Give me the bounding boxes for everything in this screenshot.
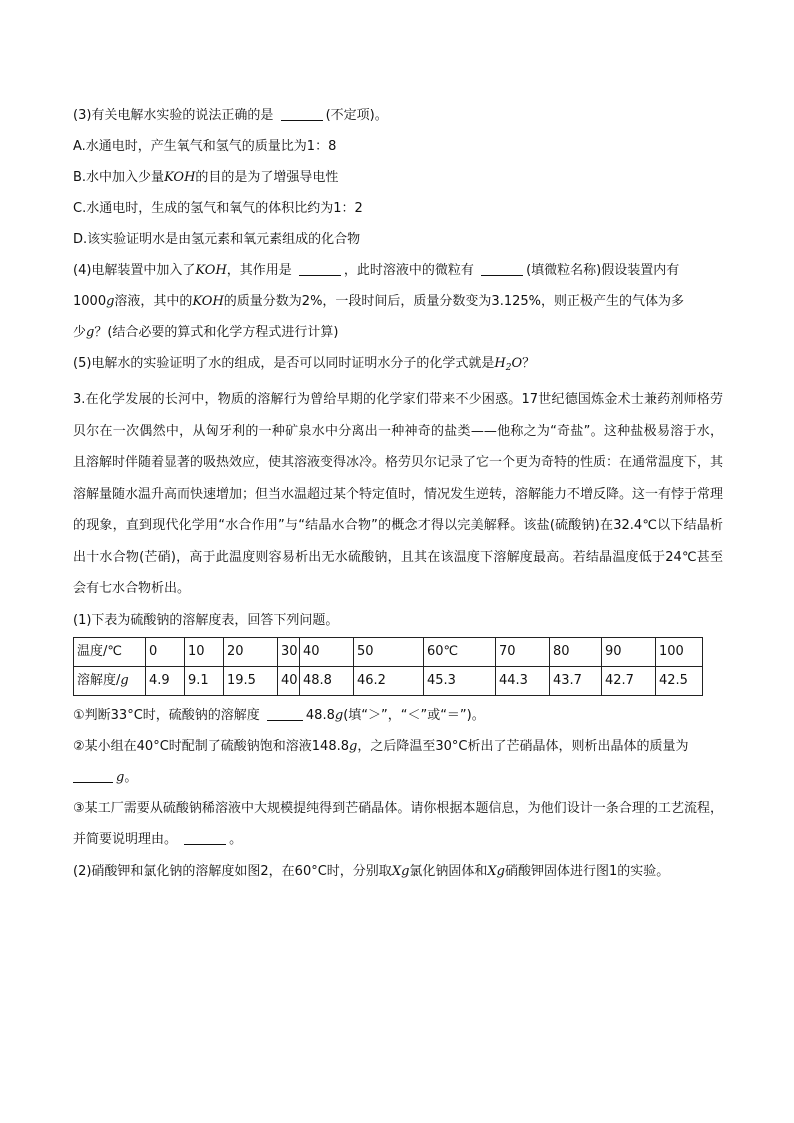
solubility-table (73, 637, 703, 696)
solubility-cell: 42.7 (602, 666, 656, 695)
temp-cell: 10 (185, 637, 224, 666)
unit-g: g (334, 707, 344, 723)
temp-cell: 50 (354, 637, 424, 666)
q3-option-c: C.水通电时，生成的氢气和氧气的体积比约为1：2 (73, 201, 363, 216)
row-label-text: 溶解度/ (77, 673, 121, 688)
solubility-cell: 9.1 (185, 666, 224, 695)
table-row-solubility (74, 666, 703, 695)
formula-h: H (494, 356, 506, 371)
koh-formula: KOH (195, 263, 227, 278)
q4-text: 少 (73, 325, 87, 340)
var-xg: Xg (391, 863, 410, 879)
solubility-cell: 40 (278, 666, 300, 695)
temp-cell: 30 (278, 637, 300, 666)
koh-formula: KOH (164, 170, 196, 185)
q3-option-b-tail: 的目的是为了增强导电性 (195, 170, 339, 185)
item-text: ③某工厂需要从硫酸钠稀溶液中大规模提纯得到芒硝晶体。请你根据本题信息，为他们设计一条合理的工艺流程，并简要说明理由。 (73, 800, 723, 847)
q3-option-b-text: B.水中加入少量 (73, 170, 165, 185)
sub2-text: 硝酸钾固体进行图1的实验。 (504, 863, 670, 879)
document-page (73, 100, 723, 887)
item-text: (填“＞”，“＜”或“＝”)。 (343, 707, 485, 723)
q4-text: 的质量分数为2%，一段时间后，质量分数变为3.125%，则正极产生的气体为多 (223, 294, 684, 309)
temp-cell: 60℃ (424, 637, 496, 666)
temp-cell: 20 (224, 637, 278, 666)
solubility-cell: 45.3 (424, 666, 496, 695)
answer-blank[interactable] (73, 768, 113, 783)
item-text: ①判断33°C时，硫酸钠的溶解度 (73, 707, 264, 723)
q4-text: (4)电解装置中加入了 (73, 263, 196, 278)
answer-blank[interactable] (281, 106, 323, 121)
solubility-cell: 44.3 (496, 666, 550, 695)
solubility-cell: 4.9 (146, 666, 185, 695)
water-formula (494, 356, 522, 371)
solubility-cell: 19.5 (224, 666, 278, 695)
q5-line (73, 348, 723, 384)
item-text: ，之后降温至30°C析出了芒硝晶体，则析出晶体的质量为 (357, 738, 689, 754)
unit-g: g (106, 294, 115, 309)
q6-item-2-cont (73, 762, 723, 793)
temp-cell: 40 (300, 637, 354, 666)
q3-stem-tail: (不定项)。 (325, 108, 388, 123)
q3-option-a: A.水通电时，产生氧气和氢气的质量比为1：8 (73, 139, 337, 154)
q5-text: (5)电解水的实验证明了水的组成，是否可以同时证明水分子的化学式就是 (73, 356, 495, 371)
answer-blank[interactable] (299, 261, 341, 276)
answer-blank[interactable] (481, 261, 523, 276)
q4-text: ，其作用是 (226, 263, 296, 278)
q6-item-3 (73, 793, 723, 856)
sub2-text: 氯化钠固体和 (409, 863, 488, 879)
item-text: ②某小组在40°C时配制了硫酸钠饱和溶液148.8 (73, 738, 349, 754)
table-row-temperature (74, 637, 703, 666)
q6-sub1: (1)下表为硫酸钠的溶解度表，回答下列问题。 (73, 612, 339, 628)
row-label-temperature: 温度/℃ (74, 637, 146, 666)
q4-line-1 (73, 255, 723, 286)
temp-cell: 100 (656, 637, 703, 666)
q3-stem-text: (3)有关电解水实验的说法正确的是 (73, 108, 278, 123)
q6-sub2 (73, 856, 723, 887)
row-label-solubility (74, 666, 146, 695)
q6-paragraph: 3.在化学发展的长河中，物质的溶解行为曾给早期的化学家们带来不少困惑。17世纪德国炼金术士兼药剂师格劳贝尔在一次偶然中，从匈牙利的一种矿泉水中分离出一种神奇的盐类——他称之为“奇盐”。这种盐极易溶于水，且溶解时伴随着显著的吸热效应，使其溶液变得冰冷。格劳贝尔记录了它一个更为奇特的性质：在通常温度下，其溶解量随水温升高而快速增加；但当水温超过某个特定值时，情况发生逆转，溶解能力不增反降。这一有悖于常理的现象，直到现代化学用“水合作用”与“结晶水合物”的概念才得以完美解释。该盐(硫酸钠)在32.4℃以下结晶析出十水合物(芒硝)，高于此温度则容易析出无水硫酸钠，且其在该温度下溶解度最高。若结晶温度低于24℃甚至会有七水合物析出。 (73, 392, 724, 596)
item-number: 48.8 (305, 707, 335, 723)
temp-cell: 90 (602, 637, 656, 666)
q4-text: 溶液，其中的 (114, 294, 193, 309)
q6-item-2 (73, 731, 723, 762)
item-text: 。 (229, 832, 243, 847)
q4-text: ？(结合必要的算式和化学方程式进行计算) (94, 325, 339, 340)
q4-text: ，此时溶液中的微粒有 (343, 263, 479, 278)
unit-g: g (86, 325, 95, 340)
formula-o: O (511, 356, 523, 371)
koh-formula: KOH (192, 294, 224, 309)
solubility-cell: 43.7 (550, 666, 602, 695)
sub2-text: (2)硝酸钾和氯化钠的溶解度如图2，在60°C时，分别取 (73, 863, 392, 879)
solubility-cell: 42.5 (656, 666, 703, 695)
q4-number: 1000 (73, 294, 107, 309)
var-xg: Xg (487, 863, 505, 879)
unit-g: g (349, 738, 358, 754)
temp-cell: 70 (496, 637, 550, 666)
q3-option-d: D.该实验证明水是由氢元素和氧元素组成的化合物 (73, 232, 361, 247)
q4-line-3 (73, 317, 723, 348)
answer-blank[interactable] (267, 706, 303, 721)
temp-cell: 0 (146, 637, 185, 666)
solubility-cell: 46.2 (354, 666, 424, 695)
solubility-cell: 48.8 (300, 666, 354, 695)
q3-option-b (73, 162, 723, 193)
item-text: 。 (124, 769, 138, 785)
q6-item-1 (73, 700, 723, 731)
q3-stem (73, 100, 723, 131)
answer-blank[interactable] (184, 830, 226, 845)
unit-g: g (116, 769, 125, 785)
unit-g: g (120, 673, 129, 688)
formula-subscript: 2 (505, 363, 512, 373)
q5-question-mark: ？ (522, 356, 536, 371)
temp-cell: 80 (550, 637, 602, 666)
q4-line-2 (73, 286, 723, 317)
q4-text: (填微粒名称)假设装置内有 (526, 263, 680, 278)
